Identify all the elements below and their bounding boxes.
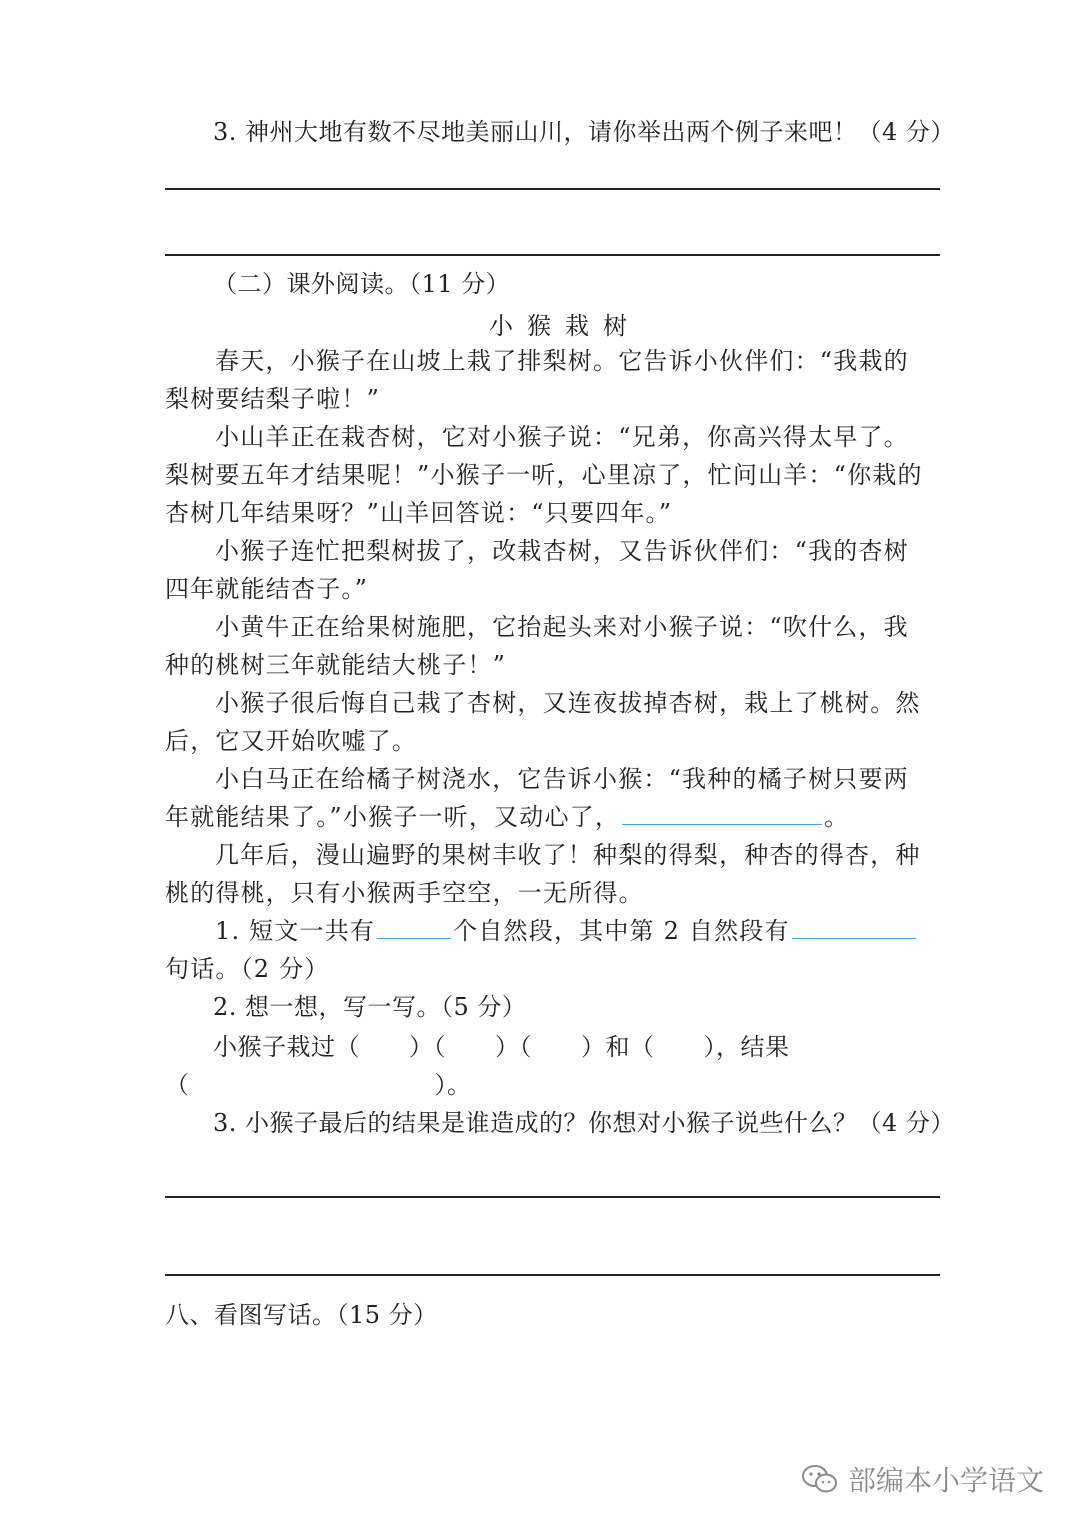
question-2-line-1: 小猴子栽过（ ）（ ）（ ）和（ ），结果: [213, 1033, 790, 1061]
question-3: 3. 小猴子最后的结果是谁造成的？你想对小猴子说些什么？（4 分）: [213, 1109, 955, 1137]
story-paragraph-2: 小山羊正在栽杏树，它对小猴子说：“兄弟，你高兴得太早了。梨树要五年才结果呢！”小猴子一听，心里凉了，忙问山羊：“你栽的杏树几年结果呀？”山羊回答说：“只要四年。”: [165, 423, 923, 527]
story-paragraph-4: 小黄牛正在给果树施肥，它抬起头来对小猴子说：“吹什么，我种的桃树三年就能结大桃子！”: [165, 613, 909, 679]
watermark-text: 部编本小学语文: [847, 1464, 1044, 1497]
answer-line: [165, 188, 940, 190]
watermark: [800, 1459, 1044, 1499]
fill-blank[interactable]: [792, 916, 916, 939]
story-paragraph-3: 小猴子连忙把梨树拔了，改栽杏树，又告诉伙伴们：“我的杏树四年就能结杏子。”: [165, 537, 909, 603]
story-paragraph-7: 几年后，漫山遍野的果树丰收了！种梨的得梨，种杏的得杏，种桃的得桃，只有小猴两手空空，一无所得。: [165, 841, 921, 907]
story-paragraph-5: 小猴子很后悔自己栽了杏树，又连夜拔掉杏树，栽上了桃树。然后，它又开始吹嘘了。: [165, 689, 921, 755]
wechat-icon: [800, 1462, 840, 1496]
answer-line: [165, 1196, 940, 1198]
question-2-line-2: （ ）。: [165, 1071, 472, 1099]
question-3-top: 3. 神州大地有数不尽地美丽山川，请你举出两个例子来吧！（4 分）: [213, 118, 955, 146]
section-heading-extracurricular-reading: （二）课外阅读。（11 分）: [213, 270, 511, 298]
story-paragraph-1: 春天，小猴子在山坡上栽了排梨树。它告诉小伙伴们：“我栽的梨树要结梨子啦！”: [165, 347, 909, 413]
answer-line: [165, 254, 940, 256]
answer-line: [165, 1274, 940, 1276]
fill-blank[interactable]: [622, 802, 822, 825]
section-heading-picture-writing: 八、看图写话。（15 分）: [165, 1301, 438, 1329]
question-1: 1. 短文一共有 个自然段，其中第 2 自然段有句话。（2 分）: [165, 912, 930, 988]
question-2: 2. 想一想，写一写。（5 分）: [213, 993, 527, 1021]
story-paragraph-6: 小白马正在给橘子树浇水，它告诉小猴：“我种的橘子树只要两年就能结果了。”小猴子一听，又动心了， 。: [165, 765, 909, 831]
story-title: 小猴栽树: [489, 312, 641, 340]
fill-blank[interactable]: [377, 916, 451, 939]
